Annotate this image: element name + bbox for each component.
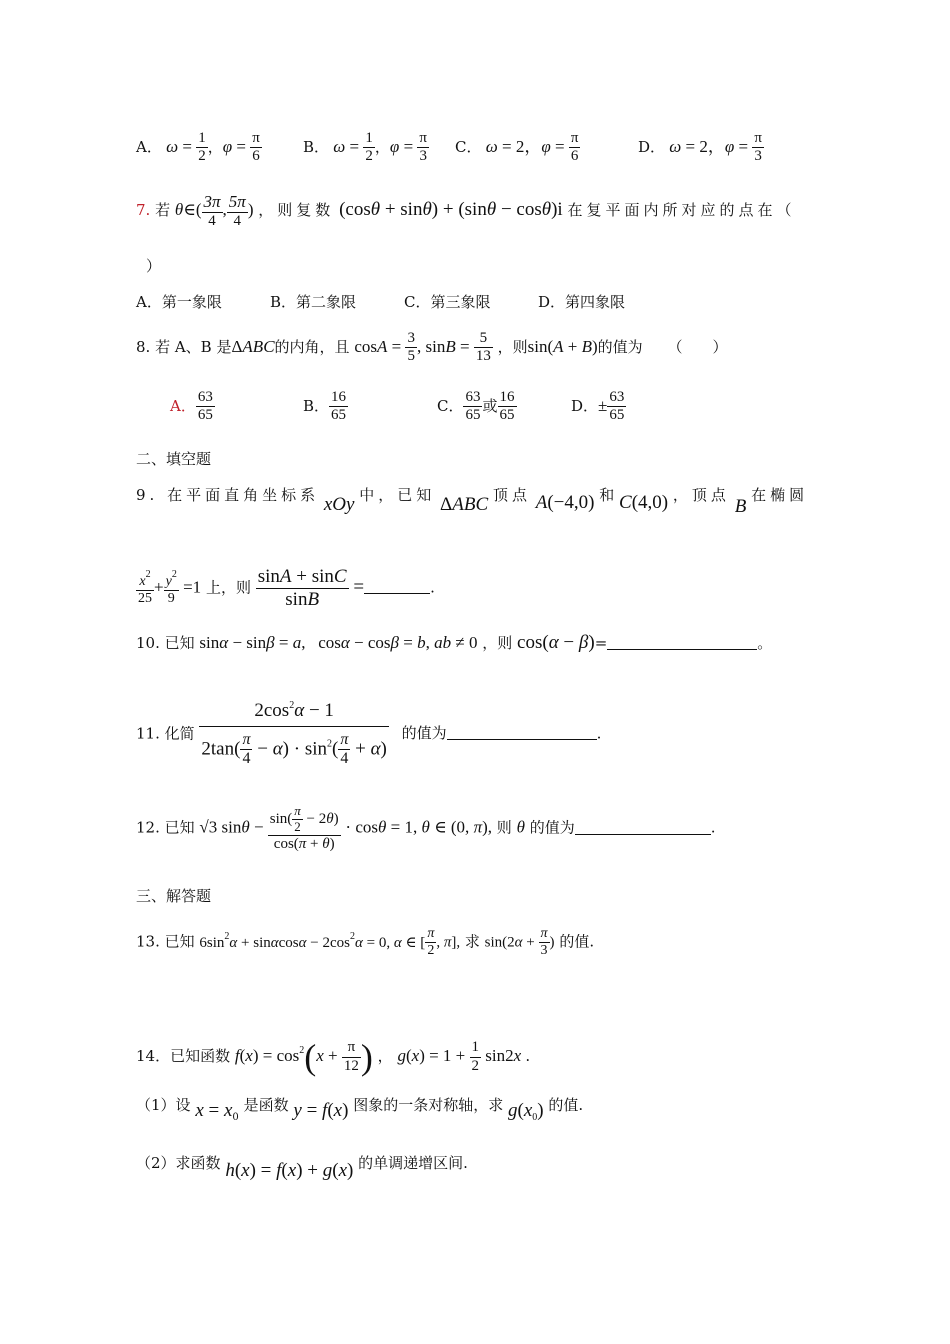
q8-option-d: D．± $\frac{63}{65}$ — [571, 389, 625, 424]
q8-option-a: A． $\frac{63}{65}$ — [170, 389, 213, 424]
question-14-part-2: （2）求函数 h(x) = f(x) + g(x) 的单调递增区间. — [136, 1154, 468, 1181]
q6-option-a: A． ω = $\frac{1}{2}$ ，φ = $\frac{\pi}{6}$ — [136, 130, 260, 165]
q7-option-d: D．第四象限 — [538, 293, 626, 311]
question-14: 14．已知函数 $f(x) = \cos^2(x$ + $\frac{\pi}{12}$ ) ， g(x) = 1 + $\frac{1}{2}$ sin2x . — [136, 1037, 531, 1077]
q7-option-b: B．第二象限 — [270, 293, 357, 311]
q7-close-paren: ） — [146, 257, 162, 275]
q6-option-d: D． ω = 2，φ = $\frac{\pi}{3}$ — [638, 130, 762, 165]
question-9-cont: $\frac{x^2}{25}$ + $\frac{y^2}{9}$ =1 上，则 $\frac{\sin A + \sin C}{\sin B}$ = . — [138, 566, 435, 610]
question-11: 11. 化简 $2\cos^2\alpha - 1$ 2tan( $\frac{\pi}{4}$ − $\alpha) \cdot \sin^2$( $\frac{\pi}{4}$ + α) 的值为 . — [136, 700, 602, 768]
q8-option-b: B． $\frac{16}{65}$ — [303, 389, 347, 424]
q7-number: 7. — [136, 200, 151, 219]
question-7: 7. 若 θ∈( $\frac{3\pi}{4}$ , $\frac{5\pi}{4}$ ) ，则复数 (cosθ + sinθ) + (sinθ − cosθ)i 在复平面内所对应的点在（ — [136, 192, 796, 229]
q6-option-c: C． ω = 2，φ = $\frac{\pi}{6}$ — [455, 130, 579, 165]
question-14-part-1: （1）设 $x = x_0$ 是函数 y = f(x) 图象的一条对称轴，求 $g(x_0)$ 的值. — [136, 1096, 584, 1123]
q7-option-c: C．第三象限 — [404, 293, 491, 311]
question-13: 13. 已知 $6\sin^2\alpha + \sin\alpha\cos\alpha - 2\cos^2\alpha = 0$, α ∈ [ $\frac{\pi}{2}$ , π], 求 sin(2α + $\frac{\pi}{3}$ ) 的值. — [136, 926, 595, 959]
section-heading-answer: 三、解答题 — [136, 887, 212, 905]
question-12: 12. 已知 √3 sinθ − sin( $\frac{\pi}{2}$ − 2θ) cos(π + θ) · cosθ = 1, θ ∈ (0, π), 则 θ 的值为 . — [136, 803, 716, 852]
question-8: 8. 若 A、B 是ΔABC的内角，且 cosA = $\frac{3}{5}$ , sinB = $\frac{5}{13}$ ，则sin(A + B)的值为 （ ） — [136, 330, 728, 365]
question-9: 9. 在平面直角坐标系 xOy 中，已知 ΔABC 顶点 A(−4,0) 和 C(4,0) ，顶点 B 在椭圆 — [136, 486, 809, 517]
q6-option-b: B． ω = $\frac{1}{2}$ ，φ = $\frac{\pi}{3}$ — [303, 130, 427, 165]
question-10: 10. 已知 sinα − sinβ = a, cosα − cosβ = b, ab ≠ 0 ，则 cos(α − β)= 。 — [136, 632, 773, 653]
q8-option-c: C． $\frac{63}{65}$ 或 $\frac{16}{65}$ — [437, 389, 515, 424]
section-heading-fill-in: 二、填空题 — [136, 450, 212, 468]
q7-option-a: A．第一象限 — [136, 293, 222, 311]
